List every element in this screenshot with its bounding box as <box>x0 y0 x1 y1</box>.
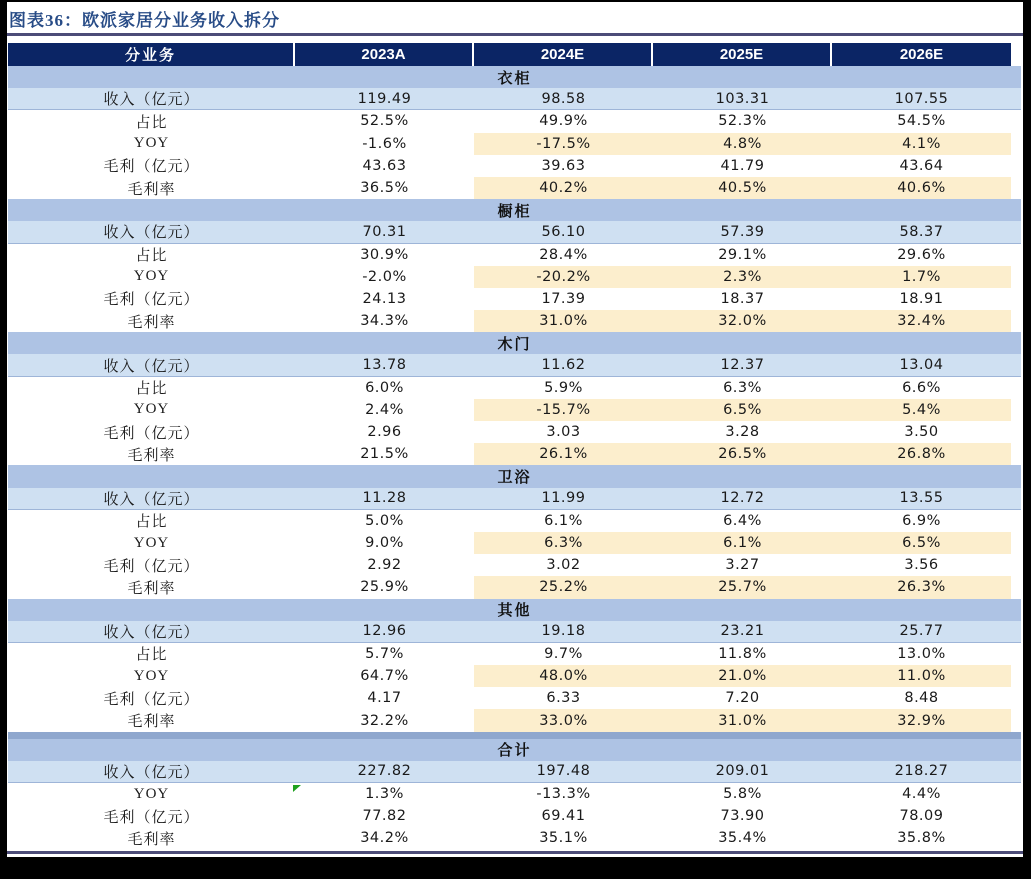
value-cell: -15.7% <box>474 399 653 421</box>
value-cell: 25.9% <box>360 579 409 596</box>
section-band: 橱柜 <box>8 199 1021 221</box>
row-label: 占比 <box>135 381 168 398</box>
value-cell: 1.3% <box>365 786 404 803</box>
table-row <box>8 687 1021 709</box>
value-cell: 33.0% <box>474 709 653 731</box>
value-cell: 119.49 <box>357 90 412 107</box>
row-label: YOY <box>133 268 170 285</box>
value-cell: 5.7% <box>365 645 404 662</box>
value-cell: 5.4% <box>832 399 1011 421</box>
value-cell: 35.8% <box>897 830 946 847</box>
value-cell: 43.63 <box>362 157 407 174</box>
value-cell: 107.55 <box>894 90 949 107</box>
value-cell: 6.33 <box>546 690 581 707</box>
row-label: YOY <box>133 785 170 802</box>
table-row <box>8 221 1021 243</box>
row-label: 收入（亿元） <box>103 764 200 781</box>
value-cell: 6.3% <box>723 379 762 396</box>
row-label: 毛利（亿元） <box>103 159 200 176</box>
row-label: 收入（亿元） <box>103 225 200 242</box>
value-cell: 54.5% <box>897 113 946 130</box>
value-cell: 5.8% <box>723 786 762 803</box>
table-row <box>8 310 1021 332</box>
value-cell: 39.63 <box>541 157 586 174</box>
value-cell: 26.8% <box>832 443 1011 465</box>
value-cell: 56.10 <box>541 223 586 240</box>
value-cell: 40.2% <box>474 177 653 199</box>
value-cell: 49.9% <box>539 113 588 130</box>
value-cell: 11.99 <box>541 490 586 507</box>
row-label: 占比 <box>135 114 168 131</box>
value-cell: 34.3% <box>360 313 409 330</box>
table-row <box>8 133 1021 155</box>
value-cell: 57.39 <box>720 223 765 240</box>
value-cell: 197.48 <box>536 763 591 780</box>
row-label: 毛利（亿元） <box>103 425 200 442</box>
value-cell: 11.62 <box>541 357 586 374</box>
value-cell: 3.02 <box>546 557 581 574</box>
row-label: 占比 <box>135 647 168 664</box>
value-cell: 2.4% <box>365 401 404 418</box>
header-cell-year: 2024E <box>474 43 653 66</box>
value-cell: 12.72 <box>720 490 765 507</box>
value-cell: 9.7% <box>544 645 583 662</box>
value-cell: 11.8% <box>718 645 767 662</box>
value-cell: 9.0% <box>365 535 404 552</box>
value-cell: 6.9% <box>902 512 941 529</box>
value-cell: 3.56 <box>904 557 939 574</box>
value-cell: 3.03 <box>546 424 581 441</box>
table-row <box>8 709 1021 731</box>
value-cell: 4.1% <box>832 133 1011 155</box>
row-label: 收入（亿元） <box>103 491 200 508</box>
value-cell: -1.6% <box>362 135 407 152</box>
value-cell: 3.50 <box>904 424 939 441</box>
section-band: 木门 <box>8 332 1021 354</box>
value-cell: 70.31 <box>362 223 407 240</box>
value-cell: 1.7% <box>832 266 1011 288</box>
value-cell: 4.4% <box>902 786 941 803</box>
table-header-row <box>8 43 1021 66</box>
value-cell: -20.2% <box>474 266 653 288</box>
value-cell: 6.0% <box>365 379 404 396</box>
row-label: 毛利率 <box>127 447 176 464</box>
value-cell: 31.0% <box>653 709 832 731</box>
value-cell: 18.37 <box>720 290 765 307</box>
value-cell: 41.79 <box>720 157 765 174</box>
value-cell: 35.4% <box>718 830 767 847</box>
row-label: YOY <box>133 534 170 551</box>
value-cell: 103.31 <box>715 90 770 107</box>
value-cell: 6.4% <box>723 512 762 529</box>
table-row <box>8 377 1021 399</box>
row-label: 毛利（亿元） <box>103 558 200 575</box>
value-cell: 31.0% <box>474 310 653 332</box>
row-label: 占比 <box>135 248 168 265</box>
value-cell: 5.9% <box>544 379 583 396</box>
header-cell-segment: 分业务 <box>8 43 295 66</box>
table-row <box>8 266 1021 288</box>
value-cell: 23.21 <box>720 623 765 640</box>
value-cell: 25.2% <box>474 576 653 598</box>
value-cell: 78.09 <box>899 808 944 825</box>
row-label: YOY <box>133 401 170 418</box>
table-row <box>8 155 1021 177</box>
value-cell: 6.1% <box>653 532 832 554</box>
table-row <box>8 643 1021 665</box>
value-cell: 25.7% <box>653 576 832 598</box>
value-cell: 73.90 <box>720 808 765 825</box>
row-label: 毛利（亿元） <box>103 292 200 309</box>
value-cell: 209.01 <box>715 763 770 780</box>
row-label: 收入（亿元） <box>103 92 200 109</box>
table-row <box>8 576 1021 598</box>
value-cell: 218.27 <box>894 763 949 780</box>
title-underline <box>7 33 1023 36</box>
value-cell: 32.4% <box>832 310 1011 332</box>
value-cell: 2.3% <box>653 266 832 288</box>
report-page <box>7 2 1023 857</box>
table-row <box>8 488 1021 510</box>
value-cell: 13.78 <box>362 357 407 374</box>
header-cell-year: 2023A <box>295 43 474 66</box>
table-body <box>8 66 1021 850</box>
figure-title: 图表36：欧派家居分业务收入拆分 <box>9 11 280 30</box>
value-cell: 4.8% <box>653 133 832 155</box>
table-row <box>8 421 1021 443</box>
value-cell: 52.3% <box>718 113 767 130</box>
value-cell: 29.6% <box>897 246 946 263</box>
value-cell: 227.82 <box>357 763 412 780</box>
value-cell: 6.6% <box>902 379 941 396</box>
value-cell: 24.13 <box>362 290 407 307</box>
table-row <box>8 761 1021 783</box>
row-label: 毛利（亿元） <box>103 809 200 826</box>
value-cell: 6.5% <box>832 532 1011 554</box>
value-cell: 32.0% <box>653 310 832 332</box>
table-row <box>8 399 1021 421</box>
value-cell: 52.5% <box>360 113 409 130</box>
table-row <box>8 110 1021 132</box>
value-cell: 30.9% <box>360 246 409 263</box>
table-row <box>8 554 1021 576</box>
value-cell: 17.39 <box>541 290 586 307</box>
value-cell: 6.5% <box>653 399 832 421</box>
value-cell: 11.0% <box>832 665 1011 687</box>
row-label: 毛利（亿元） <box>103 691 200 708</box>
value-cell: 58.37 <box>899 223 944 240</box>
value-cell: 3.27 <box>725 557 760 574</box>
table-bottom-rule <box>7 851 1023 854</box>
table-row <box>8 177 1021 199</box>
row-label: 毛利率 <box>127 831 176 848</box>
value-cell: 35.1% <box>539 830 588 847</box>
value-cell: 8.48 <box>904 690 939 707</box>
table-row <box>8 510 1021 532</box>
value-cell: 29.1% <box>718 246 767 263</box>
value-cell: 32.9% <box>832 709 1011 731</box>
value-cell: 77.82 <box>362 808 407 825</box>
value-cell: 12.37 <box>720 357 765 374</box>
value-cell: 25.77 <box>899 623 944 640</box>
row-label: 毛利率 <box>127 714 176 731</box>
value-cell: 43.64 <box>899 157 944 174</box>
value-cell: 21.0% <box>653 665 832 687</box>
table-row <box>8 783 1021 805</box>
value-cell: 48.0% <box>474 665 653 687</box>
value-cell: 6.3% <box>474 532 653 554</box>
value-cell: 19.18 <box>541 623 586 640</box>
section-band: 其他 <box>8 599 1021 621</box>
value-cell: 2.92 <box>367 557 402 574</box>
value-cell: 64.7% <box>360 668 409 685</box>
section-band: 合计 <box>8 739 1021 761</box>
row-label: 收入（亿元） <box>103 358 200 375</box>
table-row <box>8 244 1021 266</box>
section-band: 卫浴 <box>8 465 1021 487</box>
value-cell: 40.6% <box>832 177 1011 199</box>
value-cell: -13.3% <box>536 786 591 803</box>
header-cell-year: 2025E <box>653 43 832 66</box>
value-cell: 69.41 <box>541 808 586 825</box>
value-cell: 40.5% <box>653 177 832 199</box>
section-band-strip <box>8 732 1021 739</box>
table-row <box>8 443 1021 465</box>
value-cell: 6.1% <box>544 512 583 529</box>
row-label: YOY <box>133 135 170 152</box>
table-row <box>8 665 1021 687</box>
row-label: YOY <box>133 667 170 684</box>
row-label: 毛利率 <box>127 181 176 198</box>
value-cell: 28.4% <box>539 246 588 263</box>
row-label: 占比 <box>135 514 168 531</box>
value-cell: 26.5% <box>653 443 832 465</box>
value-cell: 18.91 <box>899 290 944 307</box>
value-cell: 13.0% <box>897 645 946 662</box>
table-row <box>8 532 1021 554</box>
value-cell: 26.1% <box>474 443 653 465</box>
value-cell: 98.58 <box>541 90 586 107</box>
value-cell: 12.96 <box>362 623 407 640</box>
value-cell: 21.5% <box>360 446 409 463</box>
green-flag-marker <box>293 785 301 792</box>
section-band: 衣柜 <box>8 66 1021 88</box>
value-cell: 36.5% <box>360 180 409 197</box>
table-row <box>8 621 1021 643</box>
value-cell: 13.04 <box>899 357 944 374</box>
value-cell: 26.3% <box>832 576 1011 598</box>
value-cell: 2.96 <box>367 424 402 441</box>
value-cell: 7.20 <box>725 690 760 707</box>
row-label: 毛利率 <box>127 580 176 597</box>
value-cell: 34.2% <box>360 830 409 847</box>
value-cell: 11.28 <box>362 490 407 507</box>
header-cell-year: 2026E <box>832 43 1011 66</box>
value-cell: -2.0% <box>362 268 407 285</box>
table-row <box>8 805 1021 827</box>
table-row <box>8 354 1021 376</box>
value-cell: -17.5% <box>474 133 653 155</box>
segment-revenue-table <box>8 43 1021 850</box>
table-row <box>8 827 1021 849</box>
value-cell: 5.0% <box>365 512 404 529</box>
value-cell: 3.28 <box>725 424 760 441</box>
table-row <box>8 88 1021 110</box>
row-label: 毛利率 <box>127 314 176 331</box>
table-row <box>8 288 1021 310</box>
value-cell: 13.55 <box>899 490 944 507</box>
value-cell: 4.17 <box>367 690 402 707</box>
value-cell: 32.2% <box>360 712 409 729</box>
row-label: 收入（亿元） <box>103 624 200 641</box>
